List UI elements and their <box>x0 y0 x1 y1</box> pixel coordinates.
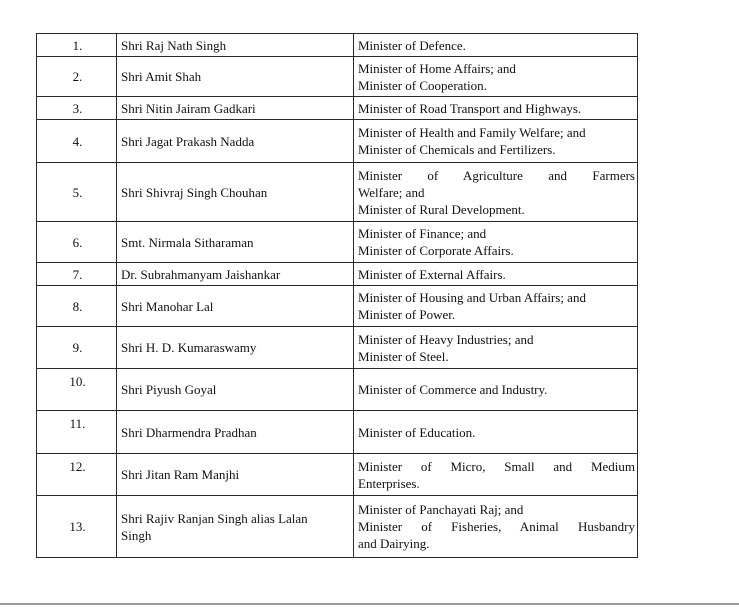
ministers-table <box>36 33 638 558</box>
page-bottom-divider <box>0 603 739 605</box>
portfolio: Minister of Education. <box>354 411 638 454</box>
serial-number: 4. <box>37 120 117 163</box>
table-row <box>37 34 638 57</box>
minister-name: Shri Manohar Lal <box>117 286 354 327</box>
portfolio: Minister of Panchayati Raj; and Minister of Fisheries, Animal Husbandry and Dairying. <box>354 496 638 558</box>
table-row <box>37 369 638 411</box>
serial-number: 5. <box>37 163 117 222</box>
serial-number: 12. <box>37 454 117 496</box>
minister-name: Shri Jitan Ram Manjhi <box>117 454 354 496</box>
serial-number: 10. <box>37 369 117 411</box>
portfolio: Minister of Housing and Urban Affairs; and Minister of Power. <box>354 286 638 327</box>
serial-number: 8. <box>37 286 117 327</box>
table-row <box>37 222 638 263</box>
minister-name: Shri Rajiv Ranjan Singh alias Lalan Singh <box>117 496 354 558</box>
table-row <box>37 57 638 97</box>
portfolio: Minister of Commerce and Industry. <box>354 369 638 411</box>
table-row <box>37 286 638 327</box>
serial-number: 3. <box>37 97 117 120</box>
minister-name: Shri Dharmendra Pradhan <box>117 411 354 454</box>
portfolio: Minister of External Affairs. <box>354 263 638 286</box>
portfolio: Minister of Defence. <box>354 34 638 57</box>
portfolio: Minister of Heavy Industries; and Minister of Steel. <box>354 327 638 369</box>
portfolio: Minister of Micro, Small and Medium Enterprises. <box>354 454 638 496</box>
table-row <box>37 496 638 558</box>
table-row <box>37 263 638 286</box>
table-row <box>37 97 638 120</box>
minister-name: Shri Raj Nath Singh <box>117 34 354 57</box>
minister-name: Shri Piyush Goyal <box>117 369 354 411</box>
table-row <box>37 120 638 163</box>
minister-name: Dr. Subrahmanyam Jaishankar <box>117 263 354 286</box>
serial-number: 7. <box>37 263 117 286</box>
serial-number: 1. <box>37 34 117 57</box>
minister-name: Shri Jagat Prakash Nadda <box>117 120 354 163</box>
minister-name: Smt. Nirmala Sitharaman <box>117 222 354 263</box>
table-row <box>37 411 638 454</box>
minister-name: Shri H. D. Kumaraswamy <box>117 327 354 369</box>
serial-number: 11. <box>37 411 117 454</box>
portfolio: Minister of Home Affairs; and Minister of Cooperation. <box>354 57 638 97</box>
table-row <box>37 163 638 222</box>
serial-number: 2. <box>37 57 117 97</box>
table-row <box>37 454 638 496</box>
portfolio: Minister of Agriculture and Farmers Welfare; and Minister of Rural Development. <box>354 163 638 222</box>
serial-number: 6. <box>37 222 117 263</box>
portfolio: Minister of Road Transport and Highways. <box>354 97 638 120</box>
minister-name: Shri Nitin Jairam Gadkari <box>117 97 354 120</box>
minister-name: Shri Shivraj Singh Chouhan <box>117 163 354 222</box>
table-row <box>37 327 638 369</box>
serial-number: 9. <box>37 327 117 369</box>
portfolio: Minister of Health and Family Welfare; and Minister of Chemicals and Fertilizers. <box>354 120 638 163</box>
serial-number: 13. <box>37 496 117 558</box>
minister-name: Shri Amit Shah <box>117 57 354 97</box>
portfolio: Minister of Finance; and Minister of Corporate Affairs. <box>354 222 638 263</box>
